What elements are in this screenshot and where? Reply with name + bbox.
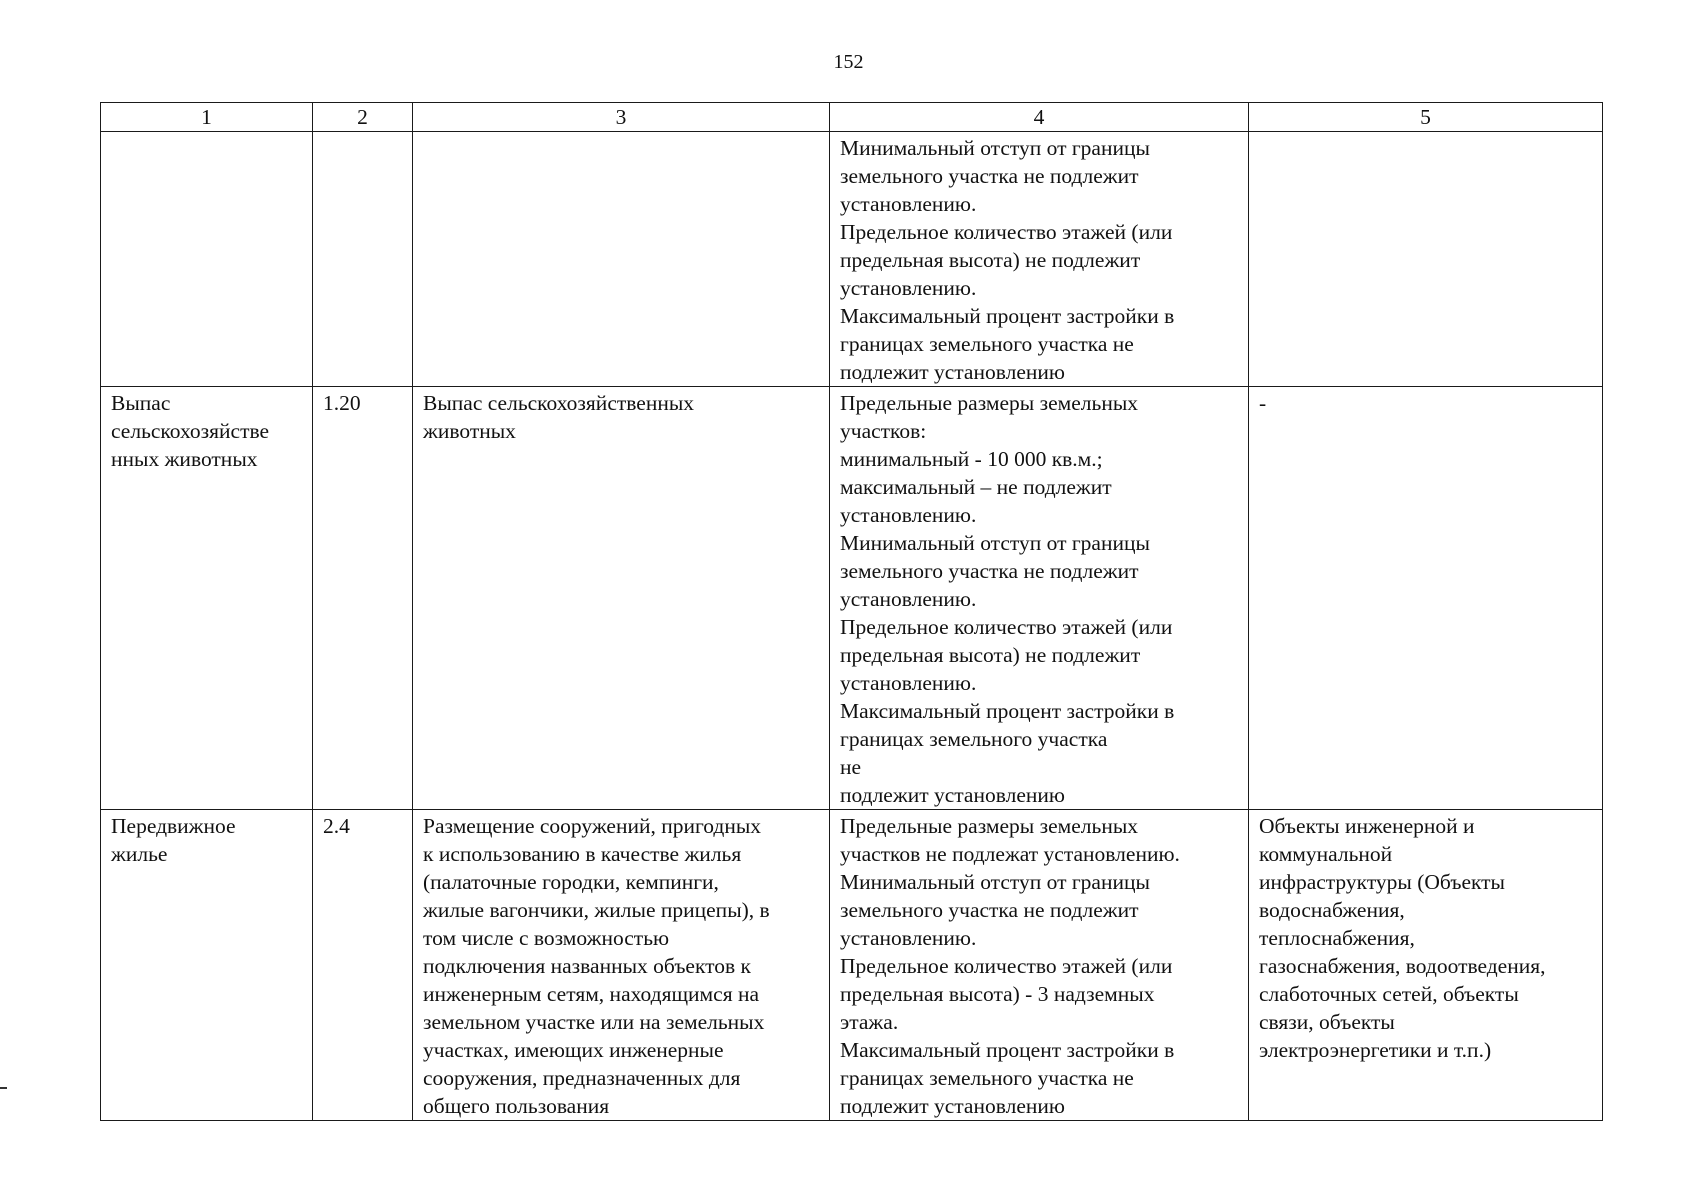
cell-use-name xyxy=(101,132,313,387)
table-row xyxy=(101,132,1603,387)
column-header-3: 3 xyxy=(413,103,830,132)
zoning-table xyxy=(100,102,1603,1121)
table-header-row xyxy=(101,103,1603,132)
cell-related-objects xyxy=(1249,132,1603,387)
cell-related-objects: - xyxy=(1249,387,1603,810)
cell-use-code xyxy=(313,132,413,387)
cell-use-name: Выпас сельскохозяйстве нных животных xyxy=(101,387,313,810)
cell-use-code: 2.4 xyxy=(313,810,413,1121)
cell-use-parameters: Предельные размеры земельных участков не подлежат установлению. Минимальный отступ от границы земельного участка не подлежит установлению. Предельное количество этажей (или предельная высота) - 3 надземных этажа. Максимальный процент застройки в границах земельного участка не подлежит установлению xyxy=(830,810,1249,1121)
scan-edge-mark xyxy=(0,1087,7,1089)
cell-use-code: 1.20 xyxy=(313,387,413,810)
cell-use-parameters: Минимальный отступ от границы земельного участка не подлежит установлению. Предельное количество этажей (или предельная высота) не подлежит установлению. Максимальный процент застройки в границах земельного участка не подлежит установлению xyxy=(830,132,1249,387)
cell-use-parameters: Предельные размеры земельных участков: минимальный - 10 000 кв.м.; максимальный – не подлежит установлению. Минимальный отступ от границы земельного участка не подлежит установлению. Предельное количество этажей (или предельная высота) не подлежит установлению. Максимальный процент застройки в границах земельного участка не подлежит установлению xyxy=(830,387,1249,810)
page-number: 152 xyxy=(833,51,864,73)
cell-use-description: Выпас сельскохозяйственных животных xyxy=(413,387,830,810)
column-header-1: 1 xyxy=(101,103,313,132)
cell-use-name: Передвижное жилье xyxy=(101,810,313,1121)
table-row xyxy=(101,387,1603,810)
column-header-2: 2 xyxy=(313,103,413,132)
cell-related-objects: Объекты инженерной и коммунальной инфраструктуры (Объекты водоснабжения, теплоснабжения, газоснабжения, водоотведения, слаботочных сетей, объекты связи, объекты электроэнергетики и т.п.) xyxy=(1249,810,1603,1121)
column-header-4: 4 xyxy=(830,103,1249,132)
cell-use-description xyxy=(413,132,830,387)
cell-use-description: Размещение сооружений, пригодных к использованию в качестве жилья (палаточные городки, кемпинги, жилые вагончики, жилые прицепы), в том числе с возможностью подключения названных объектов к инженерным сетям, находящимся на земельном участке или на земельных участках, имеющих инженерные сооружения, предназначенных для общего пользования xyxy=(413,810,830,1121)
column-header-5: 5 xyxy=(1249,103,1603,132)
table-row xyxy=(101,810,1603,1121)
